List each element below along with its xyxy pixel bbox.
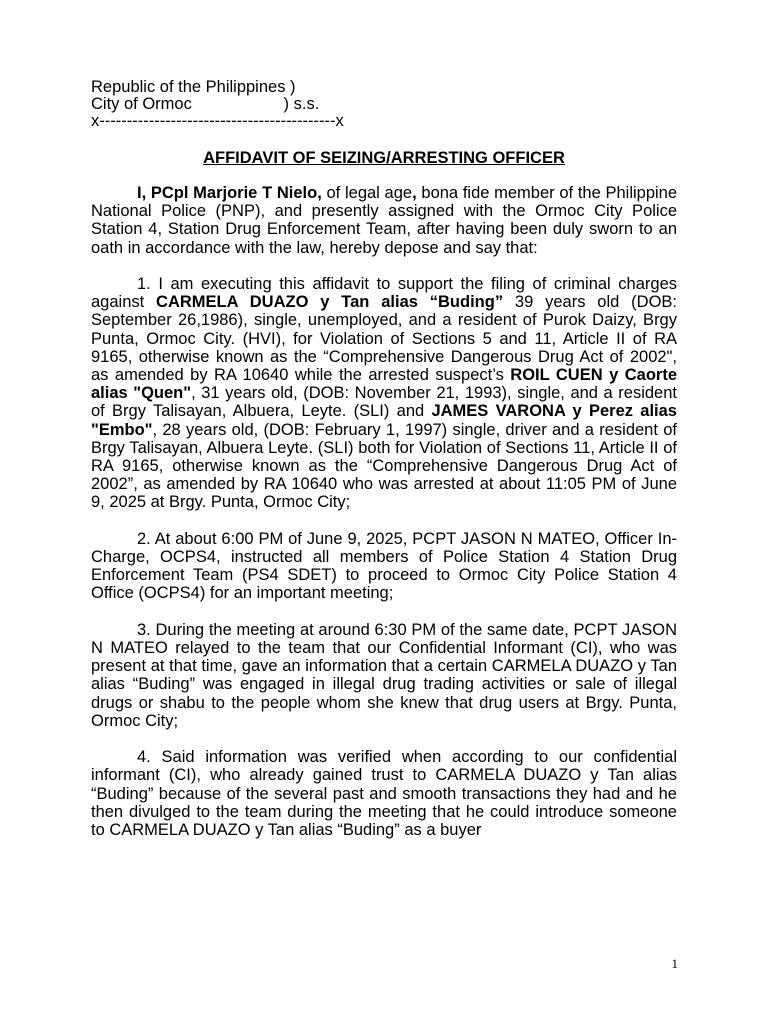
header-republic-line: Republic of the Philippines ): [91, 78, 296, 96]
paragraph-4: [91, 748, 677, 839]
paragraph-1: [91, 275, 677, 512]
suspect-name-2: ROIL CUEN y Caorte alias "Quen": [91, 366, 678, 403]
paragraph-1-text-4: , 28 years old, (DOB: February 1, 1997) single, driver and a resident of Brgy Talisayan, Albuera Leyte. (SLI) both for Violation of Sections 11, Article II of RA 9165, otherwise known as the “Comprehensive Dangerous Drug Act of 2002”, as amended by RA 10640 who was arrested at about 11:05 PM of June 9, 2025 at Brgy. Punta, Ormoc City;: [91, 420, 677, 512]
intro-paragraph: [91, 184, 677, 257]
venue-header: [91, 79, 344, 130]
affiant-name: I, PCpl Marjorie T Nielo,: [137, 184, 322, 202]
header-city-line: City of Ormoc ) s.s.: [91, 95, 320, 113]
suspect-name-1: CARMELA DUAZO y Tan alias “Buding”: [156, 293, 504, 312]
paragraph-3-number: 3.: [137, 620, 151, 639]
paragraph-2: [91, 530, 677, 603]
document-title: AFFIDAVIT OF SEIZING/ARRESTING OFFICER: [203, 149, 565, 167]
header-separator-line: x-------------------------------------------x: [91, 112, 344, 130]
affidavit-body: [91, 184, 677, 857]
paragraph-3: [91, 621, 677, 730]
paragraph-4-number: 4.: [137, 748, 151, 767]
page-number: 1: [671, 956, 678, 971]
intro-text-1: of legal age: [321, 184, 413, 202]
paragraph-2-number: 2.: [137, 529, 151, 548]
suspect-name-3: JAMES VARONA y Perez alias "Embo": [91, 402, 677, 439]
paragraph-1-text-1: I am executing this affidavit to support the filing of criminal charges against: [91, 275, 677, 312]
paragraph-1-text-2: 39 years old (DOB: September 26,1986), single, unemployed, and a resident of Purok Daizy, Brgy Punta, Ormoc City. (HVI), for Violation of Sections 5 and 11, Article II of RA 9165, otherwise known as the “Comprehensive Dangerous Drug Act of 2002", as amended by RA 10640 while the arrested suspect’s: [91, 293, 678, 385]
paragraph-1-text-3: , 31 years old, (DOB: November 21, 1993), single, and a resident of Brgy Talisayan, Albuera, Leyte. (SLI) and: [91, 384, 677, 421]
paragraph-4-text: Said information was verified when according to our confidential informant (CI), who already gained trust to CARMELA DUAZO y Tan alias “Buding” because of the several past and smooth transactions they had and he then divulged to the team during the meeting that he could introduce someone to CARMELA DUAZO y Tan alias “Buding” as a buyer: [91, 748, 677, 840]
paragraph-1-number: 1.: [137, 275, 151, 293]
paragraph-3-text: During the meeting at around 6:30 PM of the same date, PCPT JASON N MATEO relayed to the team that our Confidential Informant (CI), who was present at that time, gave an information that a certain CARMELA DUAZO y Tan alias “Buding” was engaged in illegal drug trading activities or sale of illegal drugs or shabu to the people whom she knew that drug users at Brgy. Punta, Ormoc City;: [91, 620, 677, 730]
intro-text-2: bona fide member of the Philippine National Police (PNP), and presently assigned with the Ormoc City Police Station 4, Station Drug Enforcement Team, after having been duly sworn to an oath in accordance with the law, hereby depose and say that:: [91, 184, 678, 257]
paragraph-2-text: At about 6:00 PM of June 9, 2025, PCPT JASON N MATEO, Officer In-Charge, OCPS4, instructed all members of Police Station 4 Station Drug Enforcement Team (PS4 SDET) to proceed to Ormoc City Police Station 4 Office (OCPS4) for an important meeting;: [91, 529, 677, 603]
intro-comma: ,: [412, 184, 417, 202]
